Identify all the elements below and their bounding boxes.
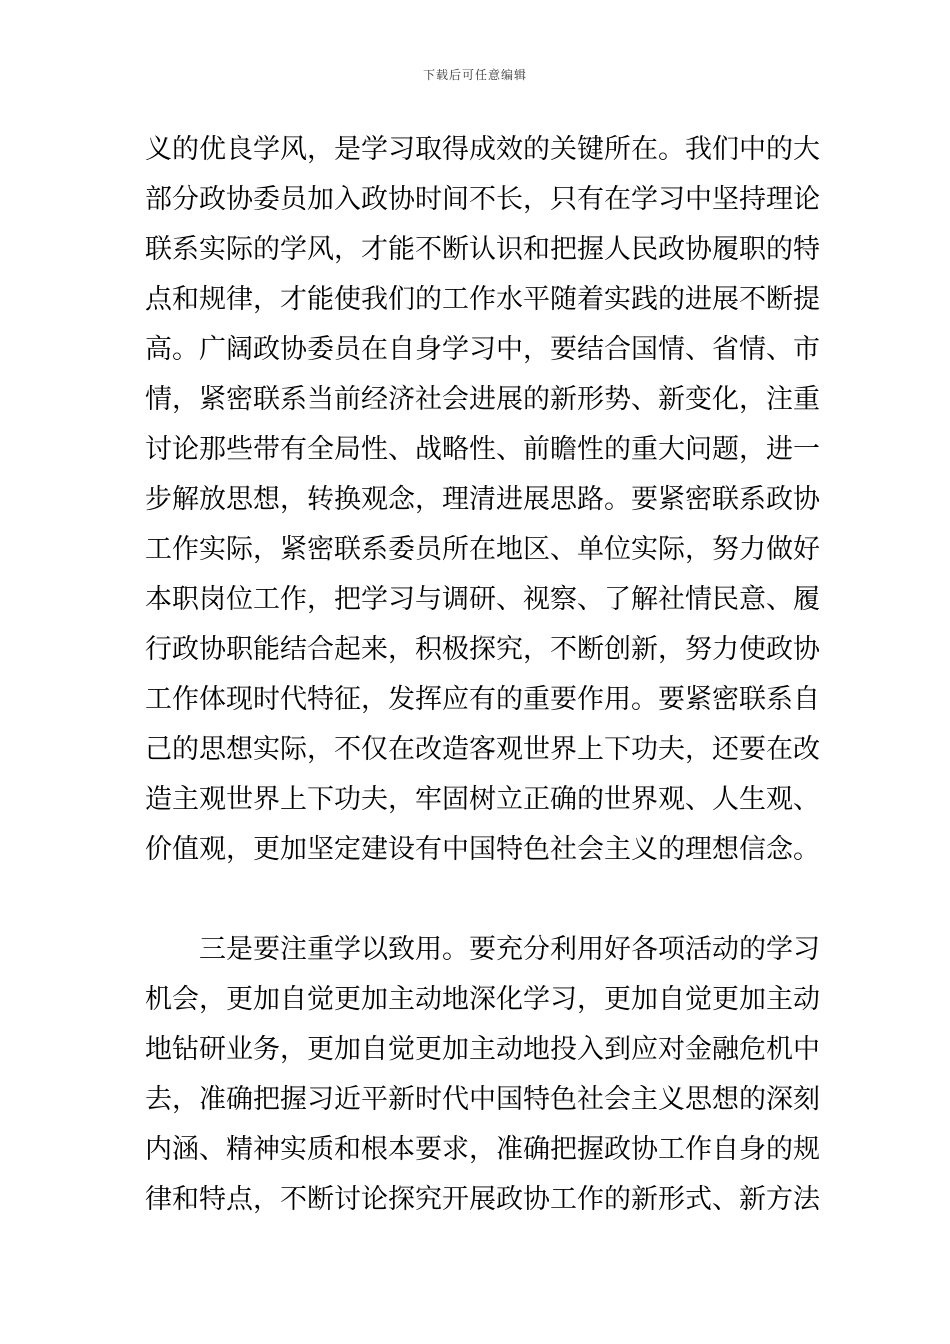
- text-line: 造主观世界上下功夫，牢固树立正确的世界观、人生观、: [145, 784, 820, 815]
- paragraph-1: [145, 125, 820, 875]
- text-line: 点和规律，才能使我们的工作水平随着实践的进展不断提: [145, 284, 820, 315]
- text-line: 本职岗位工作，把学习与调研、视察、了解社情民意、履: [145, 584, 820, 615]
- paragraph-spacer: [145, 875, 810, 925]
- page-header: 下载后可任意编辑: [422, 68, 527, 82]
- text-line: 律和特点，不断讨论探究开展政协工作的新形式、新方法: [145, 1184, 820, 1215]
- text-line: 部分政协委员加入政协时间不长，只有在学习中坚持理论: [145, 184, 820, 215]
- text-line: 工作体现时代特征，发挥应有的重要作用。要紧密联系自: [145, 684, 820, 715]
- text-line: 讨论那些带有全局性、战略性、前瞻性的重大问题，进一: [145, 434, 820, 465]
- text-line: 高。广阔政协委员在自身学习中，要结合国情、省情、市: [145, 334, 820, 365]
- text-line: 去，准确把握习近平新时代中国特色社会主义思想的深刻: [145, 1084, 820, 1115]
- text-line: 联系实际的学风，才能不断认识和把握人民政协履职的特: [145, 234, 820, 265]
- text-line: 内涵、精神实质和根本要求，准确把握政协工作自身的规: [145, 1134, 820, 1165]
- text-line: 义的优良学风，是学习取得成效的关键所在。我们中的大: [145, 134, 820, 165]
- text-line: 情，紧密联系当前经济社会进展的新形势、新变化，注重: [145, 384, 820, 415]
- text-line: 地钻研业务，更加自觉更加主动地投入到应对金融危机中: [145, 1034, 820, 1065]
- text-line: 工作实际，紧密联系委员所在地区、单位实际，努力做好: [145, 534, 820, 565]
- text-line: 己的思想实际，不仅在改造客观世界上下功夫，还要在改: [145, 734, 820, 765]
- document-body: [145, 125, 820, 1225]
- text-line: 价值观，更加坚定建设有中国特色社会主义的理想信念。: [145, 834, 820, 865]
- text-line: 机会，更加自觉更加主动地深化学习，更加自觉更加主动: [145, 984, 820, 1015]
- paragraph-2: [145, 925, 820, 1225]
- text-line: 三是要注重学以致用。要充分利用好各项活动的学习: [199, 934, 820, 965]
- text-line: 行政协职能结合起来，积极探究，不断创新，努力使政协: [145, 634, 820, 665]
- text-line: 步解放思想，转换观念，理清进展思路。要紧密联系政协: [145, 484, 820, 515]
